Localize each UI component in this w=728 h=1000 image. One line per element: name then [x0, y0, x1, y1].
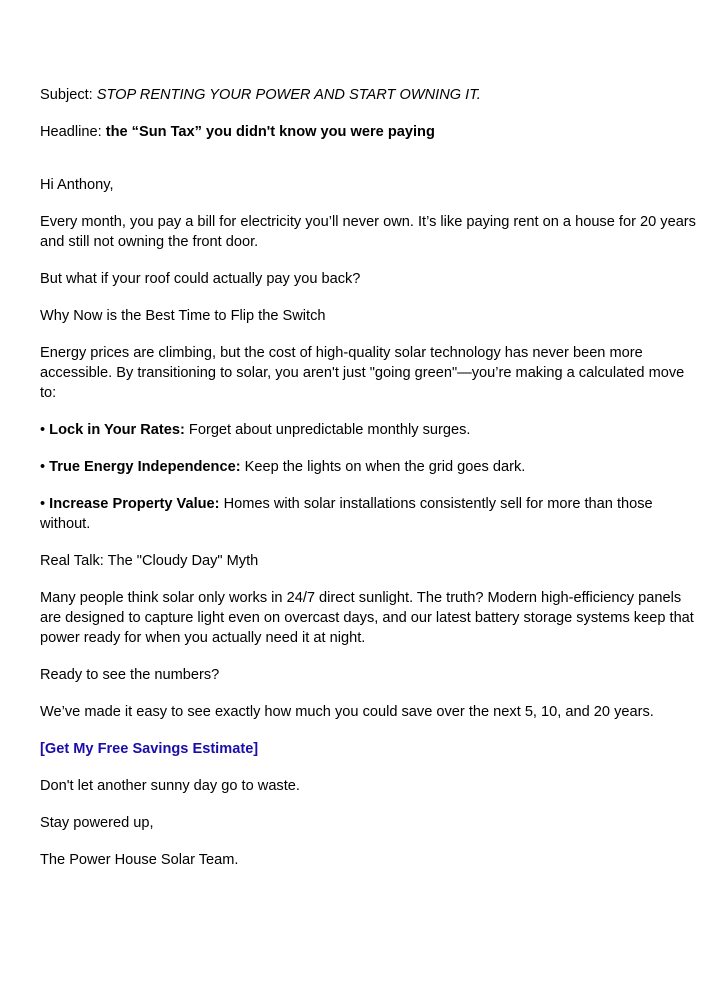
bullet-item: [40, 457, 698, 477]
bullet-title: True Energy Independence:: [49, 459, 241, 475]
signature: The Power House Solar Team.: [40, 852, 239, 868]
bullet-text: Forget about unpredictable monthly surges.: [184, 422, 471, 438]
bullet-title: Lock in Your Rates:: [49, 422, 185, 438]
section-body-cloudy-day: Many people think solar only works in 24/7 direct sunlight. The truth? Modern high-efficiency panels are designed to capture light even on overcast days, and our latest battery storage systems keep that power ready for when you actually need it at night.: [40, 590, 694, 646]
section-body-why-now: Energy prices are climbing, but the cost of high-quality solar technology has never been more accessible. By transitioning to solar, you aren't just "going green"—you’re making a calculated move to:: [40, 345, 685, 401]
free-savings-estimate-link[interactable]: [Get My Free Savings Estimate]: [40, 741, 259, 757]
bullet-text: Homes with solar installations consistently sell for more than those without.: [40, 496, 653, 532]
intro-paragraph: Every month, you pay a bill for electricity you’ll never own. It’s like paying rent on a house for 20 years and still not owning the front door.: [40, 214, 696, 250]
bullet-title: Increase Property Value:: [49, 496, 220, 512]
bullet-text: Keep the lights on when the grid goes dark.: [240, 459, 526, 475]
roof-question: But what if your roof could actually pay you back?: [40, 271, 361, 287]
headline-label: Headline:: [40, 124, 106, 140]
cta-line: [40, 739, 698, 759]
savings-paragraph: We’ve made it easy to see exactly how much you could save over the next 5, 10, and 20 years.: [40, 704, 654, 720]
section-title-cloudy-day: Real Talk: The "Cloudy Day" Myth: [40, 553, 259, 569]
subject-text: STOP RENTING YOUR POWER AND START OWNING IT.: [96, 87, 481, 103]
bullet-item: [40, 420, 698, 440]
signoff: Stay powered up,: [40, 815, 154, 831]
bullet-marker: •: [40, 422, 50, 438]
bullet-marker: •: [40, 496, 50, 512]
headline-line: [40, 122, 698, 142]
ready-question: Ready to see the numbers?: [40, 667, 220, 683]
section-title-why-now: Why Now is the Best Time to Flip the Switch: [40, 308, 326, 324]
bullet-marker: •: [40, 459, 50, 475]
subject-line: [40, 85, 698, 105]
greeting: Hi Anthony,: [40, 177, 114, 193]
subject-label: Subject:: [40, 87, 97, 103]
headline-text: the “Sun Tax” you didn't know you were paying: [105, 124, 435, 140]
waste-line: Don't let another sunny day go to waste.: [40, 778, 300, 794]
bullet-item: [40, 494, 698, 534]
